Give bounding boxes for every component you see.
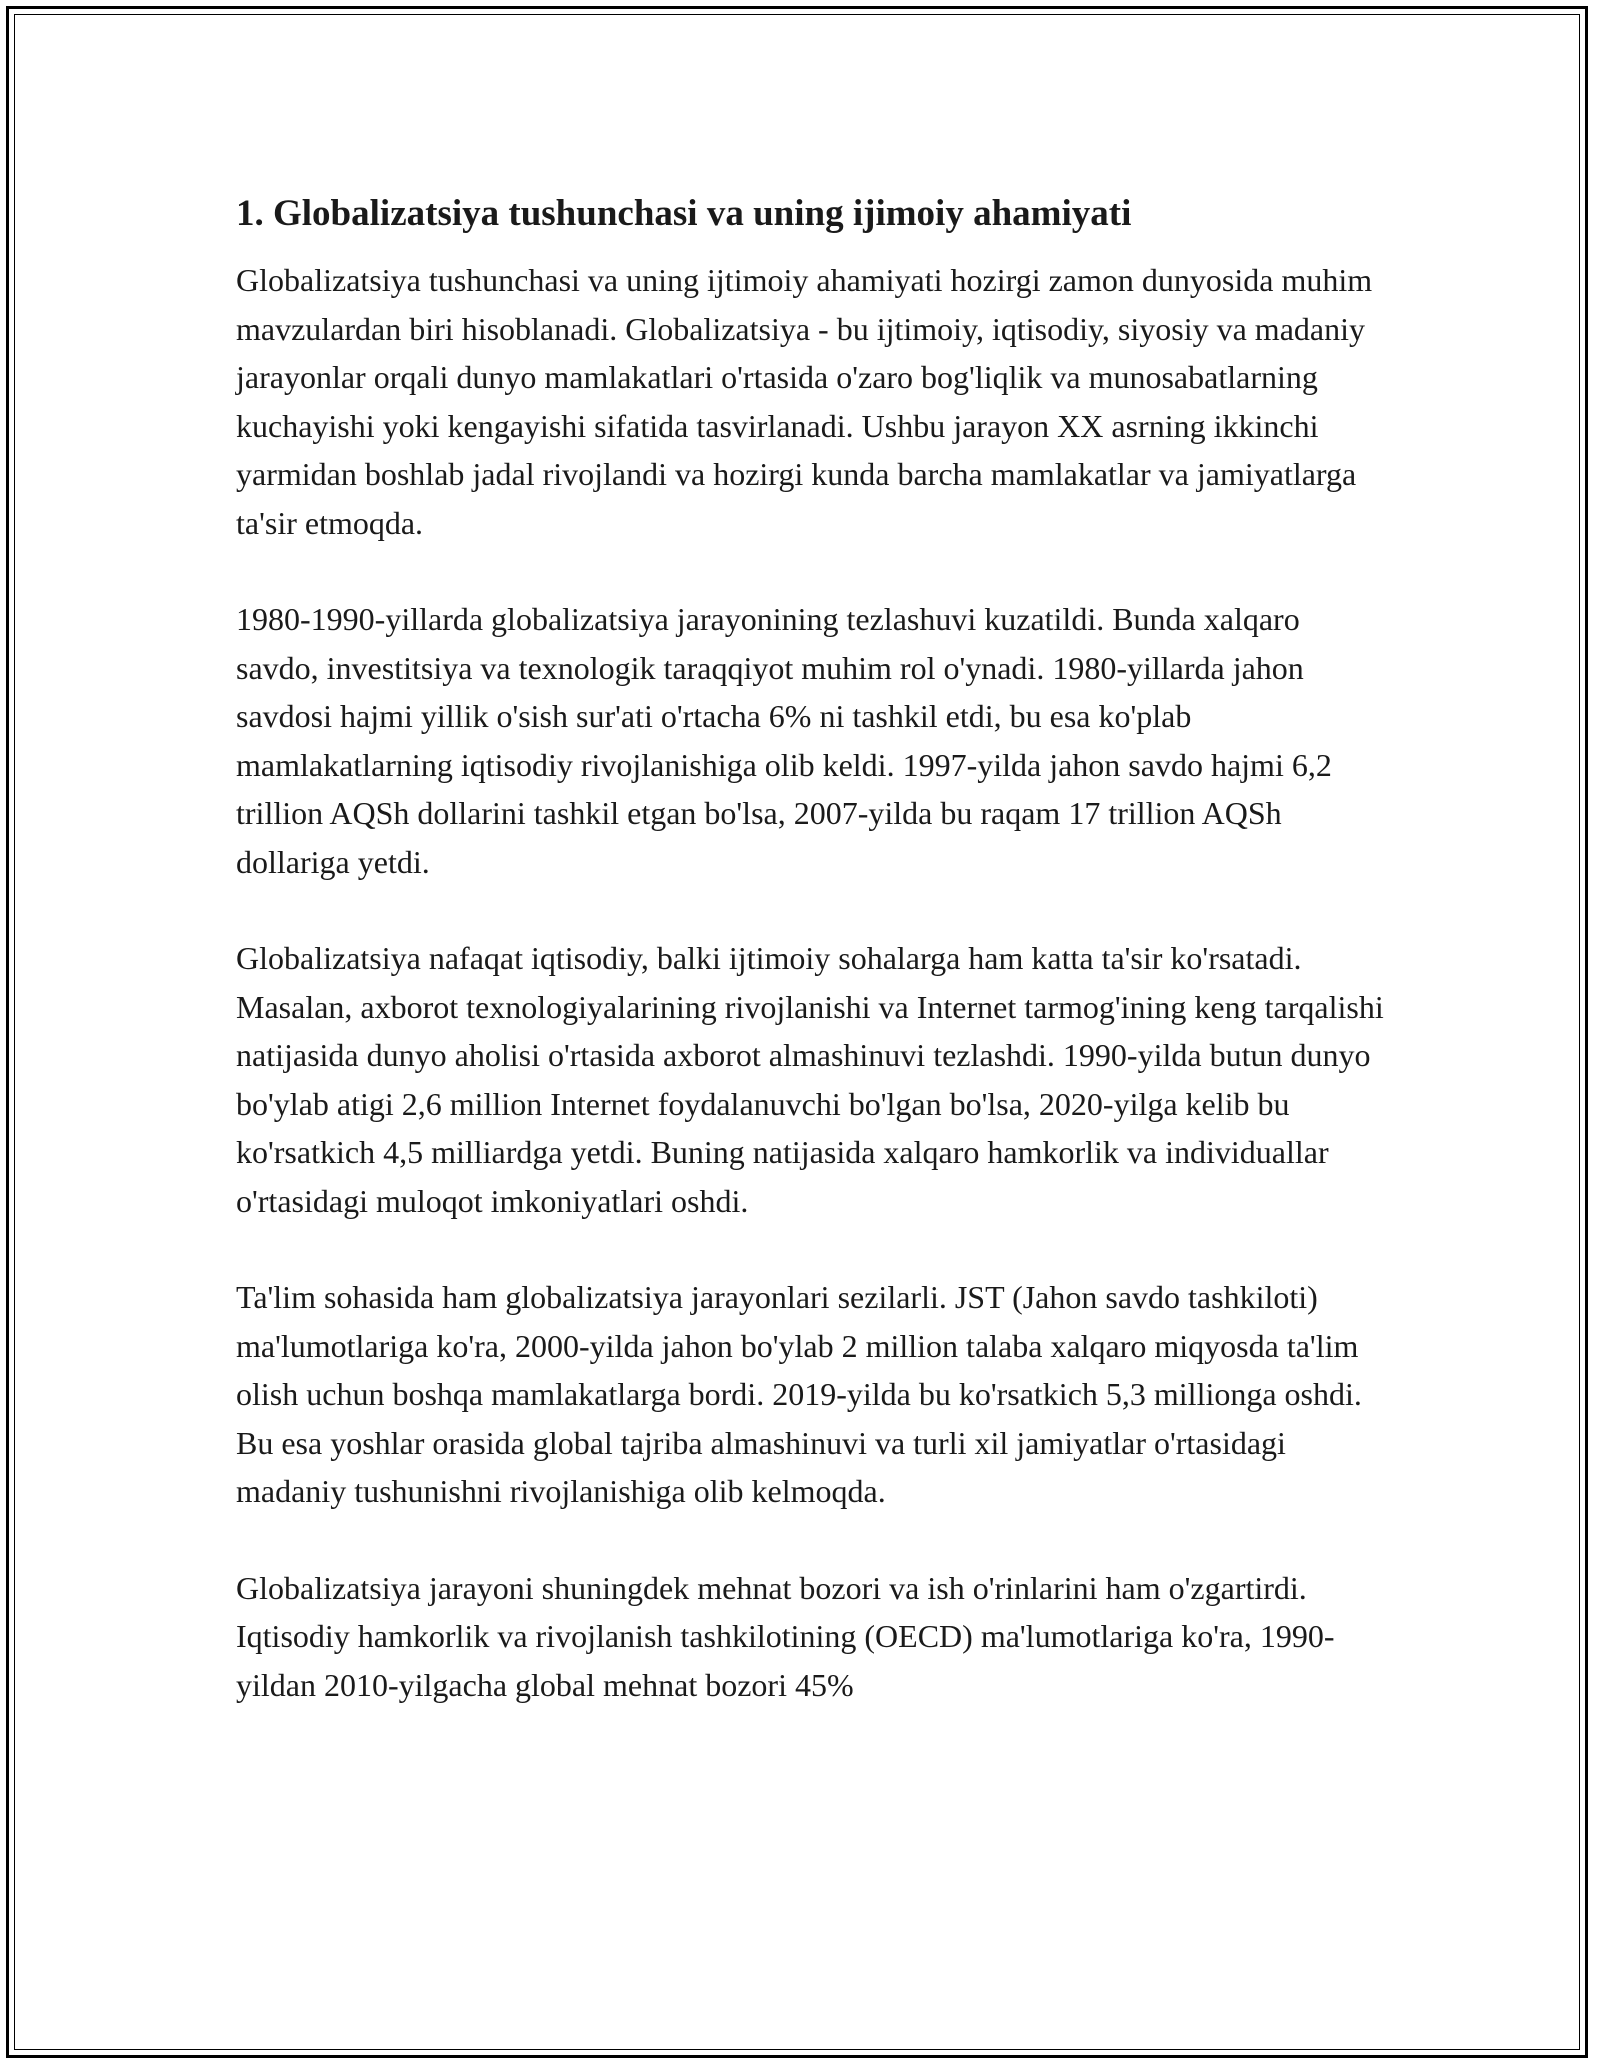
paragraph-2: 1980-1990-yillarda globalizatsiya jarayonining tezlashuvi kuzatildi. Bunda xalqaro savdo, investitsiya va texnologik taraqqiyot muhim rol o'ynadi. 1980-yillarda jahon savdosi hajmi yillik o'sish sur'ati o'rtacha 6% ni tashkil etdi, bu esa ko'plab mamlakatlarning iqtisodiy rivojlanishiga olib keldi. 1997-yilda jahon savdo hajmi 6,2 trillion AQSh dollarini tashkil etgan bo'lsa, 2007-yilda bu raqam 17 trillion AQSh dollariga yetdi. (236, 601, 1332, 880)
paragraph-3: Globalizatsiya nafaqat iqtisodiy, balki ijtimoiy sohalarga ham katta ta'sir ko'rsatadi. Masalan, axborot texnologiyalarining rivojlanishi va Internet tarmog'ining keng tarqalishi natijasida dunyo aholisi o'rtasida axborot almashinuvi tezlashdi. 1990-yilda butun dunyo bo'ylab atigi 2,6 million Internet foydalanuvchi bo'lgan bo'lsa, 2020-yilga kelib bu ko'rsatkich 4,5 milliardga yetdi. Buning natijasida xalqaro hamkorlik va individuallar o'rtasidagi muloqot imkoniyatlari oshdi. (236, 940, 1384, 1219)
page-title: 1. Globalizatsiya tushunchasi va uning ijimoiy ahamiyati (236, 193, 1132, 234)
paragraph-4: Ta'lim sohasida ham globalizatsiya jarayonlari sezilarli. JST (Jahon savdo tashkiloti) ma'lumotlariga ko'ra, 2000-yilda jahon bo'ylab 2 million talaba xalqaro miqyosda ta'lim olish uchun boshqa mamlakatlarga bordi. 2019-yilda bu ko'rsatkich 5,3 millionga oshdi. Bu esa yoshlar orasida global tajriba almashinuvi va turli xil jamiyatlar o'rtasidagi madaniy tushunishni rivojlanishiga olib kelmoqda. (236, 1279, 1362, 1509)
paragraph-5: Globalizatsiya jarayoni shuningdek mehnat bozori va ish o'rinlarini ham o'zgartirdi. Iqtisodiy hamkorlik va rivojlanish tashkilotining (OECD) ma'lumotlariga ko'ra, 1990-yildan 2010-yilgacha global mehnat bozori 45% (236, 1569, 1335, 1703)
document-body (236, 186, 1386, 1757)
paragraph-1: Globalizatsiya tushunchasi va uning ijtimoiy ahamiyati hozirgi zamon dunyosida muhim mavzulardan biri hisoblanadi. Globalizatsiya - bu ijtimoiy, iqtisodiy, siyosiy va madaniy jarayonlar orqali dunyo mamlakatlari o'rtasida o'zaro bog'liqlik va munosabatlarning kuchayishi yoki kengayishi sifatida tasvirlanadi. Ushbu jarayon XX asrning ikkinchi yarmidan boshlab jadal rivojlandi va hozirgi kunda barcha mamlakatlar va jamiyatlarga ta'sir etmoqda. (236, 262, 1373, 541)
